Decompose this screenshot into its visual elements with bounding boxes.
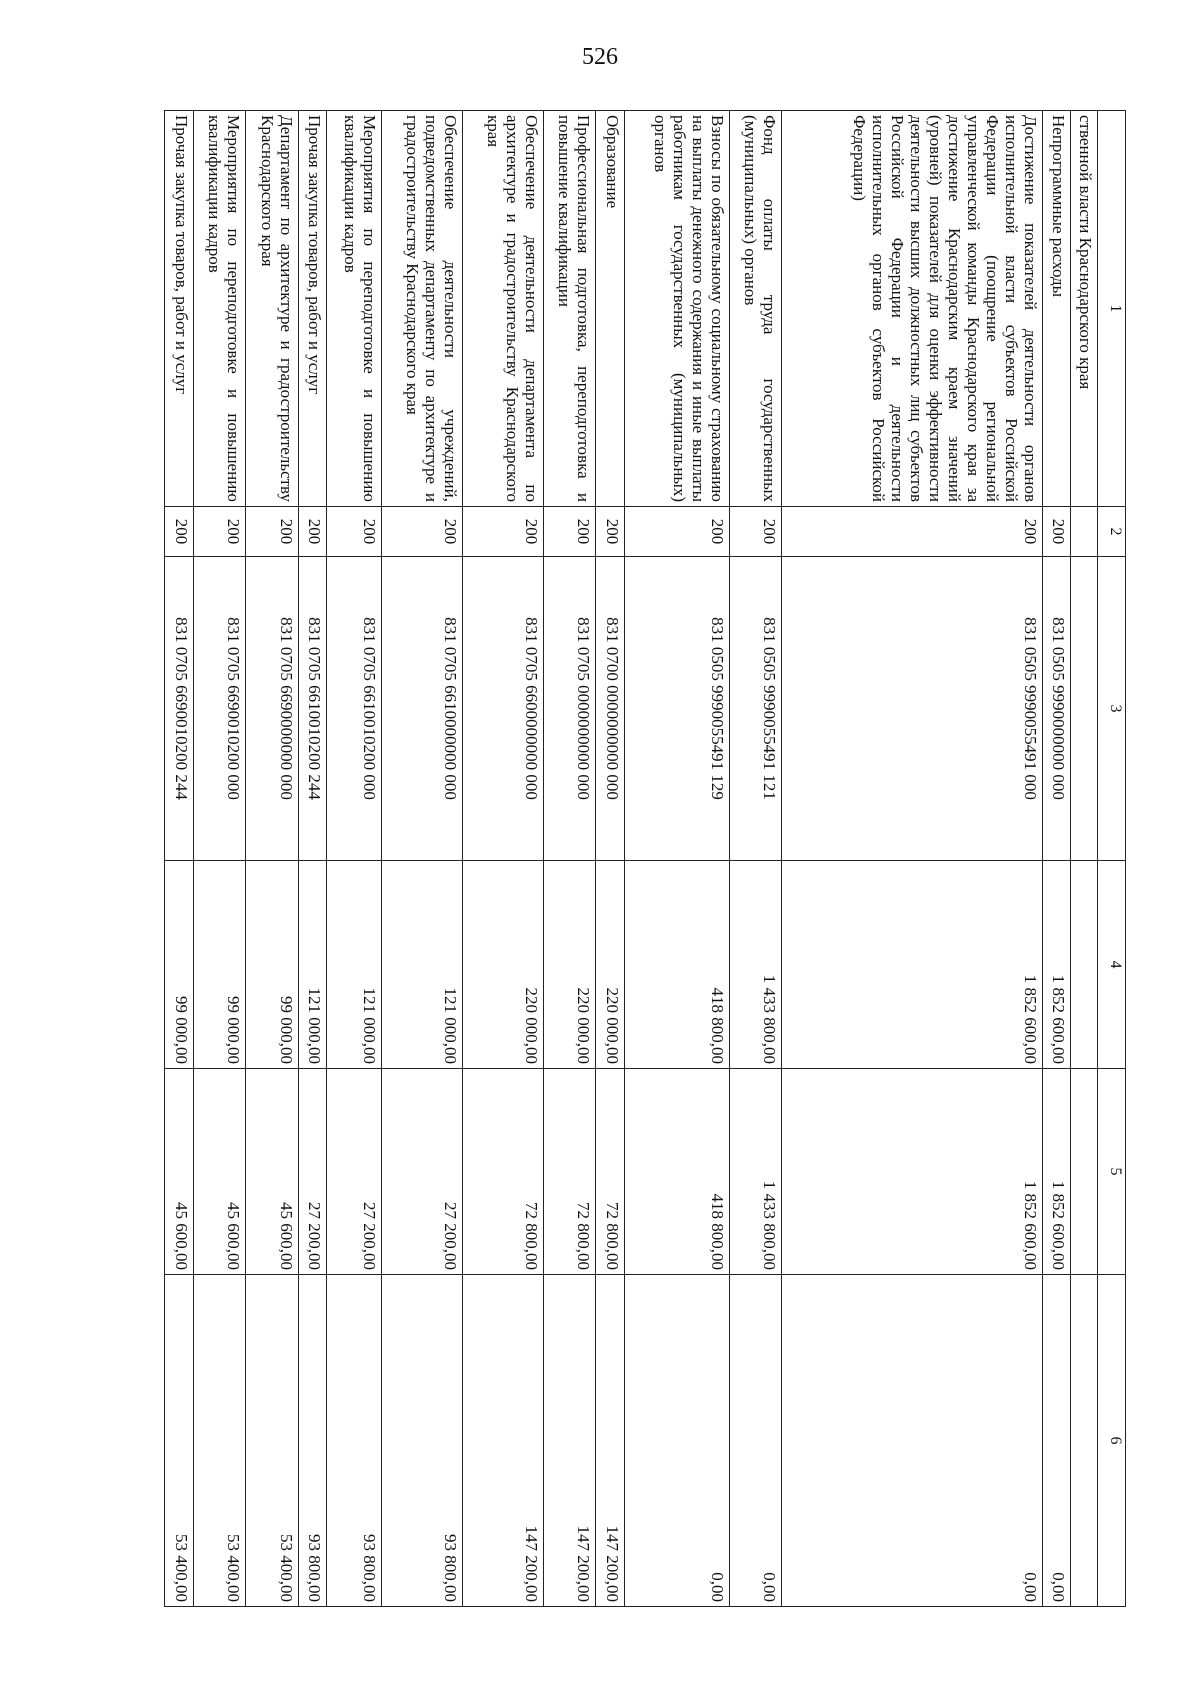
row-admin: 200 — [193, 507, 246, 557]
header-cell: 4 — [1097, 861, 1125, 1069]
row-col5: 45 600,00 — [165, 1069, 194, 1275]
row-col6: 53 400,00 — [246, 1275, 299, 1607]
row-col5: 27 200,00 — [381, 1069, 462, 1275]
row-name: Мероприятия по переподготовке и повышению квалификации кадров — [327, 111, 382, 507]
row-col6: 0,00 — [1042, 1275, 1070, 1607]
row-admin: 200 — [381, 507, 462, 557]
row-col5: 27 200,00 — [327, 1069, 382, 1275]
table-row — [165, 111, 194, 1607]
row-col6: 93 800,00 — [327, 1275, 382, 1607]
row-col4: 99 000,00 — [246, 861, 299, 1069]
table-row — [543, 111, 596, 1607]
table-header-row — [1097, 111, 1125, 1607]
row-admin: 200 — [462, 507, 543, 557]
table-row — [782, 111, 1042, 1607]
row-col4: 418 800,00 — [624, 861, 729, 1069]
table-row — [381, 111, 462, 1607]
row-admin: 200 — [543, 507, 596, 557]
row-col6: 147 200,00 — [462, 1275, 543, 1607]
row-admin: 200 — [624, 507, 729, 557]
row-col6 — [1071, 1275, 1097, 1607]
row-name: Мероприятия по переподготовке и повышению квалификации кадров — [193, 111, 246, 507]
row-name: Достижение показателей деятельности органов исполнительной власти субъектов Российской Федерации (поощрение региональной управленческой команды Краснодарского края за достижение Краснодарским краем значений (уровней) показателей для оценки эффективности деятельности высших должностных лиц субъектов Российской Федерации и деятельности исполнительных органов субъектов Российской Федерации) — [782, 111, 1042, 507]
row-admin: 200 — [729, 507, 782, 557]
row-col5: 45 600,00 — [193, 1069, 246, 1275]
row-name: Фонд оплаты труда государственных (муниципальных) органов — [729, 111, 782, 507]
row-code: 831 0705 6600000000 000 — [462, 557, 543, 861]
table-row — [624, 111, 729, 1607]
row-col4: 1 852 600,00 — [1042, 861, 1070, 1069]
row-col6: 0,00 — [782, 1275, 1042, 1607]
row-admin: 200 — [596, 507, 624, 557]
table-row — [327, 111, 382, 1607]
row-admin: 200 — [246, 507, 299, 557]
row-code: 831 0700 0000000000 000 — [596, 557, 624, 861]
row-col4: 220 000,00 — [543, 861, 596, 1069]
budget-table — [164, 110, 1126, 1607]
row-col6: 53 400,00 — [165, 1275, 194, 1607]
row-col4 — [1071, 861, 1097, 1069]
row-col5: 1 852 600,00 — [782, 1069, 1042, 1275]
row-col5: 418 800,00 — [624, 1069, 729, 1275]
row-col6: 0,00 — [729, 1275, 782, 1607]
row-col4: 1 433 800,00 — [729, 861, 782, 1069]
header-cell: 1 — [1097, 111, 1125, 507]
row-code: 831 0705 6690010200 244 — [165, 557, 194, 861]
row-name: Непрограммные расходы — [1042, 111, 1070, 507]
row-code: 831 0705 0000000000 000 — [543, 557, 596, 861]
table-row — [193, 111, 246, 1607]
row-col4: 121 000,00 — [327, 861, 382, 1069]
row-name: Департамент по архитектуре и градостроительству Краснодарского края — [246, 111, 299, 507]
row-col5: 72 800,00 — [596, 1069, 624, 1275]
header-cell: 6 — [1097, 1275, 1125, 1607]
row-code — [1071, 557, 1097, 861]
row-col4: 99 000,00 — [193, 861, 246, 1069]
row-name: Взносы по обязательному социальному страхованию на выплаты денежного содержания и иные выплаты работникам государственных (муниципальных) органов — [624, 111, 729, 507]
row-col4: 220 000,00 — [596, 861, 624, 1069]
row-col4: 121 000,00 — [298, 861, 326, 1069]
row-name: Обеспечение деятельности департамента по архитектуре и градостроительству Краснодарского края — [462, 111, 543, 507]
row-col5: 27 200,00 — [298, 1069, 326, 1275]
row-col6: 147 200,00 — [543, 1275, 596, 1607]
row-col5: 72 800,00 — [462, 1069, 543, 1275]
row-name: Образование — [596, 111, 624, 507]
row-col5: 45 600,00 — [246, 1069, 299, 1275]
row-col6: 147 200,00 — [596, 1275, 624, 1607]
table-row — [1042, 111, 1070, 1607]
header-cell: 3 — [1097, 557, 1125, 861]
row-col6: 93 800,00 — [381, 1275, 462, 1607]
rotated-table-wrapper — [164, 110, 1126, 1606]
table-row — [1071, 111, 1097, 1607]
table-row — [298, 111, 326, 1607]
row-col4: 121 000,00 — [381, 861, 462, 1069]
row-col6: 53 400,00 — [193, 1275, 246, 1607]
row-code: 831 0505 9990055491 121 — [729, 557, 782, 861]
table-row — [596, 111, 624, 1607]
row-col4: 220 000,00 — [462, 861, 543, 1069]
row-admin: 200 — [782, 507, 1042, 557]
row-admin — [1071, 507, 1097, 557]
row-code: 831 0505 9990055491 129 — [624, 557, 729, 861]
row-col5: 1 433 800,00 — [729, 1069, 782, 1275]
row-col4: 99 000,00 — [165, 861, 194, 1069]
row-name: Прочая закупка товаров, работ и услуг — [165, 111, 194, 507]
row-admin: 200 — [1042, 507, 1070, 557]
row-code: 831 0705 6690000000 000 — [246, 557, 299, 861]
row-col5: 72 800,00 — [543, 1069, 596, 1275]
row-code: 831 0705 6690010200 000 — [193, 557, 246, 861]
row-code: 831 0505 9990000000 000 — [1042, 557, 1070, 861]
page-number: 526 — [582, 44, 618, 70]
row-name: ственной власти Краснодарского края — [1071, 111, 1097, 507]
row-name: Прочая закупка товаров, работ и услуг — [298, 111, 326, 507]
row-col5: 1 852 600,00 — [1042, 1069, 1070, 1275]
row-col5 — [1071, 1069, 1097, 1275]
row-code: 831 0705 6610010200 244 — [298, 557, 326, 861]
row-col6: 0,00 — [624, 1275, 729, 1607]
row-name: Профессиональная подготовка, переподготовка и повышение квалификации — [543, 111, 596, 507]
row-code: 831 0505 9990055491 000 — [782, 557, 1042, 861]
row-admin: 200 — [165, 507, 194, 557]
row-code: 831 0705 6610010200 000 — [327, 557, 382, 861]
row-code: 831 0705 6610000000 000 — [381, 557, 462, 861]
row-col6: 93 800,00 — [298, 1275, 326, 1607]
row-admin: 200 — [298, 507, 326, 557]
table-row — [462, 111, 543, 1607]
header-cell: 5 — [1097, 1069, 1125, 1275]
row-admin: 200 — [327, 507, 382, 557]
table-row — [729, 111, 782, 1607]
table-row — [246, 111, 299, 1607]
header-cell: 2 — [1097, 507, 1125, 557]
row-col4: 1 852 600,00 — [782, 861, 1042, 1069]
row-name: Обеспечение деятельности учреждений, подведомственных департаменту по архитектуре и градостроительству Краснодарского края — [381, 111, 462, 507]
